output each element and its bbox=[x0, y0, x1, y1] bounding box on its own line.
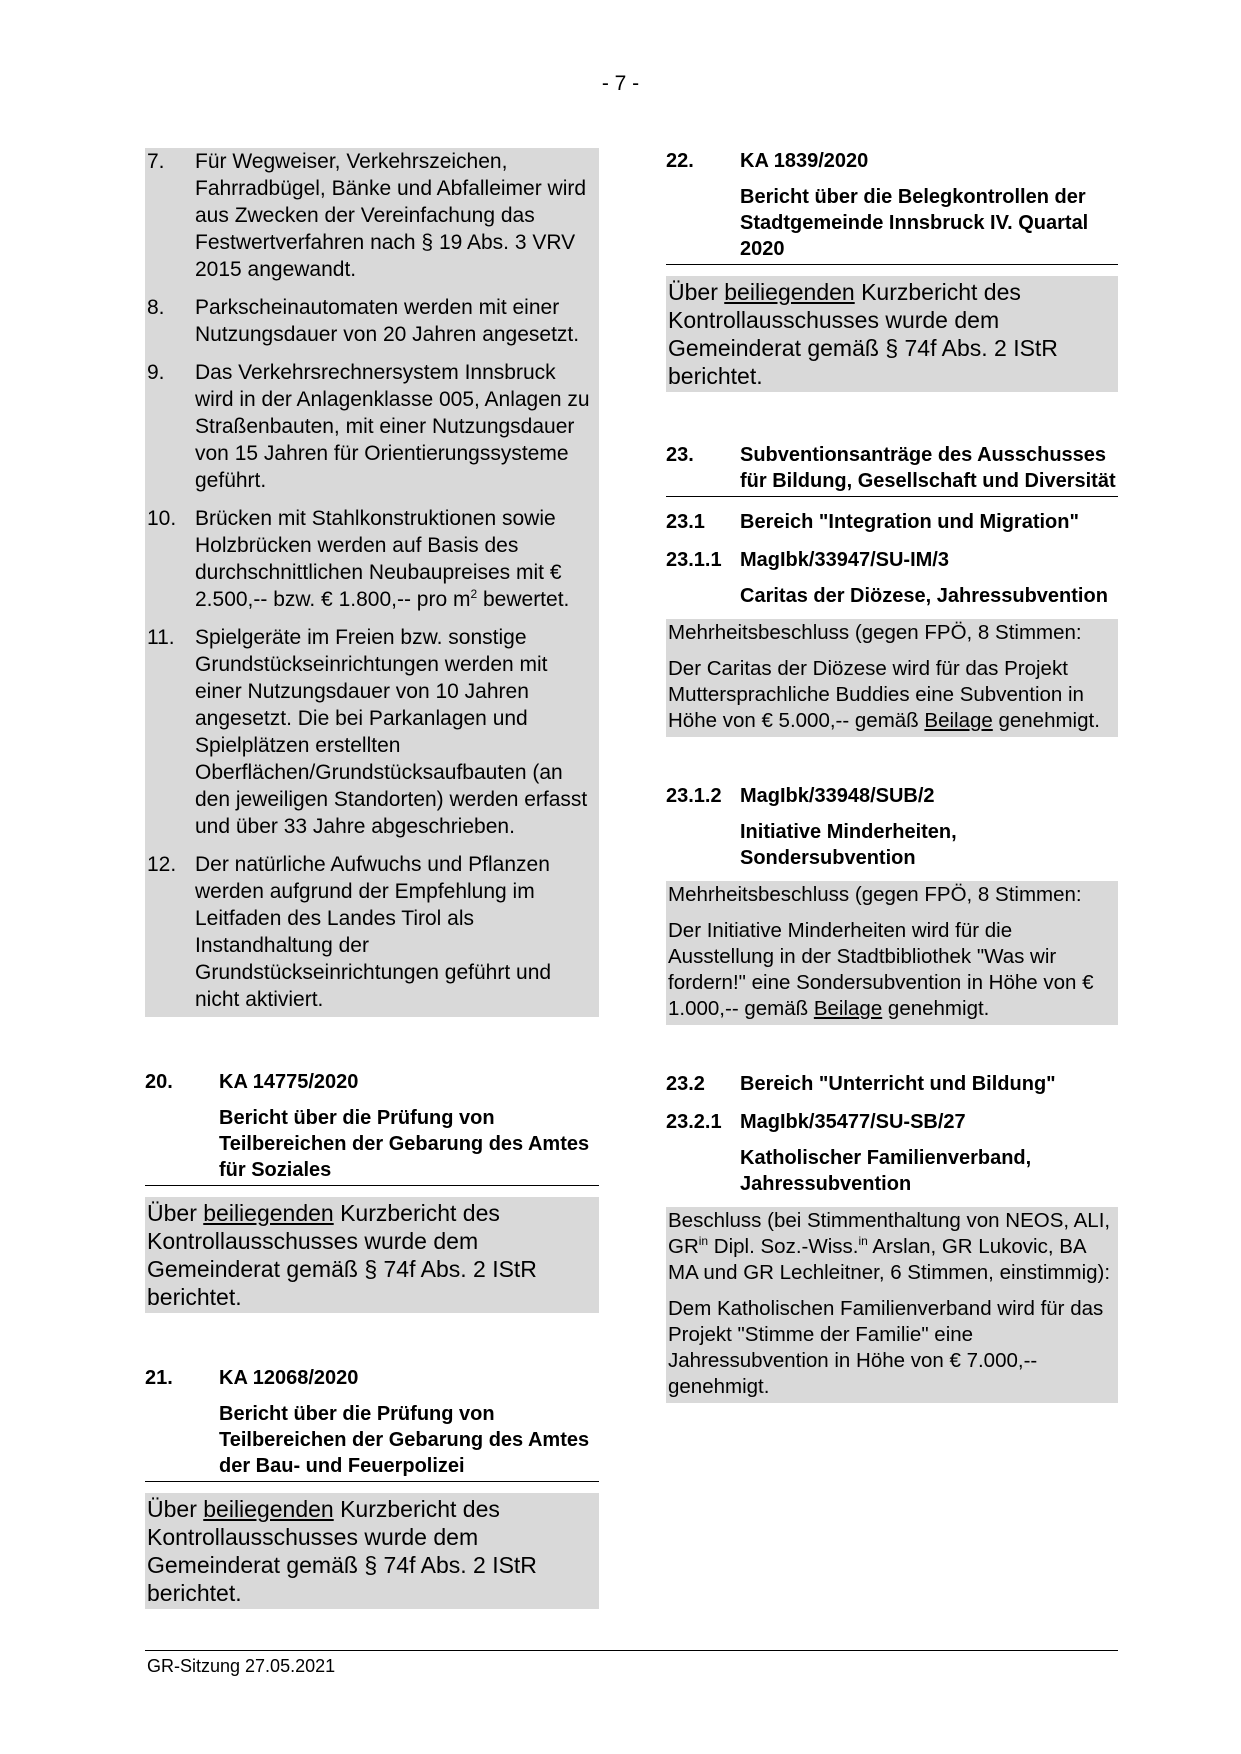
agenda-item-header bbox=[145, 1365, 599, 1391]
list-item bbox=[147, 294, 597, 348]
subsection-title: Initiative Minderheiten, Sondersubvention bbox=[740, 821, 957, 869]
attachment-link[interactable]: beiliegenden bbox=[203, 1200, 334, 1226]
resolution-text: Dem Katholischen Familienverband wird für das Projekt "Stimme der Familie" eine Jahressubvention in Höhe von € 7.000,-- genehmigt. bbox=[668, 1297, 1104, 1398]
list-item-text-part: Brücken mit Stahlkonstruktionen sowie Holzbrücken werden auf Basis des durchschnittlichen Neubaupreises mit € 2.500,-- bzw. € 1.800,-- pro m bbox=[195, 507, 562, 611]
attachment-link[interactable]: Beilage bbox=[813, 997, 883, 1020]
subsection-code: MagIbk/35477/SU-SB/27 bbox=[740, 1111, 966, 1133]
subsection-code: MagIbk/33948/SUB/2 bbox=[740, 785, 935, 807]
resolution-text bbox=[668, 656, 1116, 734]
report-text-part: Kurzbericht des Kontrollausschusses wurde dem Gemeinderat gemäß § 74f Abs. 2 IStR berichtet. bbox=[668, 279, 1058, 389]
report-text-part: Über bbox=[147, 1496, 204, 1522]
list-item-number: 12. bbox=[147, 853, 177, 876]
resolution-text-part: Der Caritas der Diözese wird für das Projekt Muttersprachliche Buddies eine Subvention in Höhe von € 5.000,-- gemäß bbox=[668, 657, 1084, 732]
list-item-number: 10. bbox=[147, 507, 177, 530]
agenda-item-number: 21. bbox=[145, 1367, 173, 1389]
footer-divider bbox=[145, 1650, 1118, 1651]
section-title: Bereich "Unterricht und Bildung" bbox=[740, 1073, 1056, 1095]
list-item-text: Das Verkehrsrechnersystem Innsbruck wird in der Anlagenklasse 005, Anlagen zu Straßenbauten, mit einer Nutzungsdauer von 15 Jahren für Orientierungssysteme geführt. bbox=[195, 361, 590, 492]
report-text bbox=[666, 276, 1118, 392]
superscript: 2 bbox=[470, 587, 478, 601]
subsection-number: 23.1.2 bbox=[666, 785, 722, 807]
subsection-number: 23.1.1 bbox=[666, 549, 722, 571]
vote-result bbox=[668, 1208, 1116, 1286]
resolution-box bbox=[666, 881, 1118, 1025]
agenda-item-code: KA 12068/2020 bbox=[219, 1367, 359, 1389]
report-text-part: Über bbox=[147, 1200, 204, 1226]
right-column bbox=[666, 148, 1118, 1403]
subsection-title: Katholischer Familienverband, Jahressubvention bbox=[740, 1147, 1032, 1195]
subsection-header bbox=[666, 1109, 1118, 1135]
footer-session-date: GR-Sitzung 27.05.2021 bbox=[147, 1656, 336, 1676]
agenda-item-23 bbox=[666, 442, 1118, 1403]
list-item bbox=[147, 624, 597, 840]
subsection-code: MagIbk/33947/SU-IM/3 bbox=[740, 549, 949, 571]
agenda-item-title: Bericht über die Prüfung von Teilbereichen der Gebarung des Amtes für Soziales bbox=[145, 1105, 599, 1186]
report-text-part: Kurzbericht des Kontrollausschusses wurde dem Gemeinderat gemäß § 74f Abs. 2 IStR berichtet. bbox=[147, 1496, 537, 1606]
list-item-text: Spielgeräte im Freien bzw. sonstige Grundstückseinrichtungen werden mit einer Nutzungsdauer von 10 Jahren angesetzt. Die bei Parkanlagen und Spielplätzen erstellten Oberflächen/Grundstücksaufbauten (an den jeweiligen Standorten) werden erfasst und über 33 Jahre abgeschrieben. bbox=[195, 626, 588, 838]
list-item bbox=[147, 148, 597, 283]
vote-result-part: Beschluss (bei Stimmenthaltung von NEOS, ALI, GR bbox=[668, 1209, 1111, 1258]
list-item bbox=[147, 359, 597, 494]
superscript: in bbox=[698, 1234, 709, 1249]
report-text bbox=[145, 1197, 599, 1313]
vote-result: Mehrheitsbeschluss (gegen FPÖ, 8 Stimmen: bbox=[668, 621, 1082, 644]
agenda-item-20 bbox=[145, 1069, 599, 1313]
agenda-item-header bbox=[666, 442, 1118, 497]
page-number: - 7 - bbox=[601, 72, 640, 95]
subsection-title: Caritas der Diözese, Jahressubvention bbox=[740, 585, 1108, 607]
agenda-item-number: 20. bbox=[145, 1071, 173, 1093]
subsection-number: 23.2.1 bbox=[666, 1111, 722, 1133]
list-item-number: 8. bbox=[147, 296, 165, 319]
attachment-link[interactable]: beiliegenden bbox=[724, 279, 855, 305]
agenda-item-title: Bericht über die Prüfung von Teilbereichen der Gebarung des Amtes der Bau- und Feuerpolizei bbox=[145, 1401, 599, 1482]
vote-result-part: Dipl. Soz.-Wiss. bbox=[708, 1235, 859, 1258]
list-item-number: 9. bbox=[147, 361, 165, 384]
resolution-text-part: genehmigt. bbox=[882, 997, 990, 1020]
agenda-item-title: Subventionsanträge des Ausschusses für Bildung, Gesellschaft und Diversität bbox=[740, 444, 1116, 492]
resolution-text-part: Der Initiative Minderheiten wird für die Ausstellung in der Stadtbibliothek "Was wir fordern!" eine Sondersubvention in Höhe von € 1.000,-- gemäß bbox=[668, 919, 1094, 1020]
agenda-item-number: 22. bbox=[666, 150, 694, 172]
list-item-text: Für Wegweiser, Verkehrszeichen, Fahrradbügel, Bänke und Abfalleimer wird aus Zwecken der Vereinfachung das Festwertverfahren nach § 19 Abs. 3 VRV 2015 angewandt. bbox=[195, 150, 587, 281]
attachment-link[interactable]: beiliegenden bbox=[203, 1496, 334, 1522]
list-item-text: Parkscheinautomaten werden mit einer Nutzungsdauer von 20 Jahren angesetzt. bbox=[195, 296, 580, 346]
list-item-number: 7. bbox=[147, 150, 165, 173]
vote-result-part: Arslan, GR Lukovic, BA MA und GR Lechleitner, 6 Stimmen, einstimmig): bbox=[668, 1235, 1111, 1284]
agenda-item-title: Bericht über die Belegkontrollen der Stadtgemeinde Innsbruck IV. Quartal 2020 bbox=[666, 184, 1118, 265]
list-item-text bbox=[195, 505, 597, 613]
attachment-link[interactable]: Beilage bbox=[924, 709, 993, 732]
agenda-item-21 bbox=[145, 1365, 599, 1609]
list-item-text: Der natürliche Aufwuchs und Pflanzen werden aufgrund der Empfehlung im Leitfaden des Landes Tirol als Instandhaltung der Grundstückseinrichtungen geführt und nicht aktiviert. bbox=[195, 853, 552, 1011]
subsection-header bbox=[666, 547, 1118, 573]
agenda-item-code: KA 14775/2020 bbox=[219, 1071, 359, 1093]
agenda-item-number: 23. bbox=[666, 444, 694, 466]
list-item-text-part: bewertet. bbox=[477, 588, 570, 611]
agenda-item-header bbox=[145, 1069, 599, 1095]
resolution-box bbox=[666, 619, 1118, 737]
list-item bbox=[147, 505, 597, 613]
agenda-item-header bbox=[666, 148, 1118, 174]
resolution-box bbox=[666, 1207, 1118, 1403]
left-column bbox=[145, 148, 599, 1609]
resolution-text bbox=[668, 918, 1116, 1022]
list-item bbox=[147, 851, 597, 1013]
resolution-text-part: genehmigt. bbox=[992, 709, 1100, 732]
section-header bbox=[666, 1071, 1118, 1097]
list-item-number: 11. bbox=[147, 626, 175, 649]
subsection-header bbox=[666, 783, 1118, 809]
section-number: 23.1 bbox=[666, 511, 705, 533]
agenda-item-22 bbox=[666, 148, 1118, 392]
section-header bbox=[666, 509, 1118, 535]
depreciation-rules-list bbox=[145, 148, 599, 1017]
vote-result: Mehrheitsbeschluss (gegen FPÖ, 8 Stimmen: bbox=[668, 883, 1082, 906]
report-text bbox=[145, 1493, 599, 1609]
agenda-item-code: KA 1839/2020 bbox=[740, 150, 869, 172]
report-text-part: Über bbox=[668, 279, 725, 305]
report-text-part: Kurzbericht des Kontrollausschusses wurde dem Gemeinderat gemäß § 74f Abs. 2 IStR berichtet. bbox=[147, 1200, 537, 1310]
section-title: Bereich "Integration und Migration" bbox=[740, 511, 1079, 533]
section-number: 23.2 bbox=[666, 1073, 705, 1095]
superscript: in bbox=[858, 1234, 868, 1249]
